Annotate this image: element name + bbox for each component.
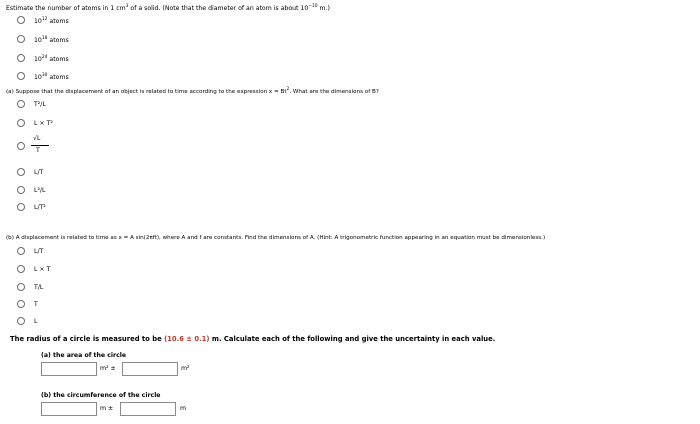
q3-option-4-label: T [34, 301, 38, 308]
q2-option-4-radio[interactable] [17, 168, 25, 176]
q3-prompt: (b) A displacement is related to time as x = A sin(2πft), where A and f are constants. Find the dimensions of A. (Hint: A trigonometric function appearing in an equation must be dimensionless.) [6, 235, 546, 241]
q1-option-2-label: $10^{18}$ atoms [34, 36, 69, 45]
q2-option-3-fraction [31, 136, 49, 158]
q3-option-5-label: L [34, 318, 38, 325]
circumference-value-input[interactable] [41, 402, 97, 416]
q1-option-4-label: $10^{30}$ atoms [34, 73, 69, 82]
q4-circumference-label: (b) the circumference of the circle [41, 392, 161, 399]
q2-option-2-label: L × T² [34, 120, 53, 127]
q1-option-1-label: $10^{12}$ atoms [34, 17, 69, 26]
q2-option-3-numerator: √L [33, 135, 41, 142]
q3-option-2-label: L × T [34, 266, 51, 273]
q4-prompt: The radius of a circle is measured to be (10.6 ± 0.1) m. Calculate each of the following and give the uncertainty in each value. [10, 335, 496, 343]
q1-option-2-radio[interactable] [17, 35, 25, 43]
q3-option-3-label: T/L [34, 284, 44, 291]
circumference-unit: m [180, 405, 187, 412]
q1-option-3-label: $10^{24}$ atoms [34, 55, 69, 64]
circumference-uncertainty-input[interactable] [120, 402, 176, 416]
q3-option-4-radio[interactable] [17, 300, 25, 308]
area-value-input[interactable] [41, 362, 97, 376]
q1-option-3-radio[interactable] [17, 54, 25, 62]
q3-option-3-radio[interactable] [17, 283, 25, 291]
q2-option-5-label: L²/L [34, 187, 46, 194]
q2-option-4-label: L/T [34, 169, 44, 176]
q1-prompt: Estimate the number of atoms in 1 $cm^3$ of a solid. (Note that the diameter of an atom is about $10^{-10}$ m.) [6, 4, 330, 13]
q2-option-3-radio[interactable] [17, 142, 25, 150]
q2-option-1-label: T²/L [34, 101, 46, 108]
q3-option-5-radio[interactable] [17, 317, 25, 325]
q1-option-4-radio[interactable] [17, 72, 25, 80]
q4-area-label: (a) the area of the circle [41, 352, 127, 359]
q2-option-6-radio[interactable] [17, 203, 25, 211]
q1-option-1-radio[interactable] [17, 16, 25, 24]
area-unit-plusminus: m² ± [100, 365, 116, 372]
q2-option-3-denominator: T [36, 147, 40, 154]
q2-option-2-radio[interactable] [17, 119, 25, 127]
q2-prompt: (a) Suppose that the displacement of an object is related to time according to the expression $x = Bt^2$. What are the dimensions of B? [6, 87, 379, 95]
q2-option-1-radio[interactable] [17, 100, 25, 108]
q2-option-6-label: L/T² [34, 204, 46, 211]
q3-option-1-label: L/T [34, 248, 44, 255]
q4-measurement: (10.6 ± 0.1) [164, 335, 210, 343]
fraction-bar [31, 145, 49, 146]
q3-option-2-radio[interactable] [17, 265, 25, 273]
area-unit: m² [181, 365, 190, 372]
area-uncertainty-input[interactable] [122, 362, 178, 376]
q3-option-1-radio[interactable] [17, 247, 25, 255]
q2-option-5-radio[interactable] [17, 186, 25, 194]
circumference-unit-plusminus: m ± [100, 405, 114, 412]
